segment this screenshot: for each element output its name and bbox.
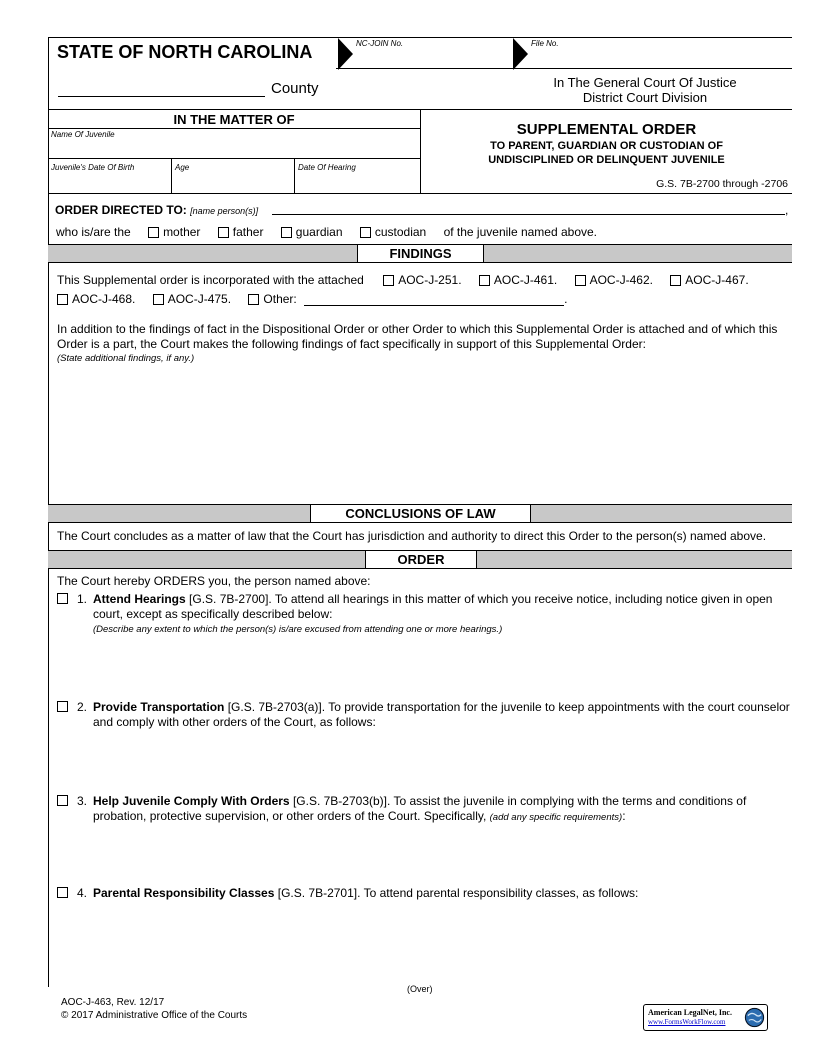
juvenile-name-label: Name Of Juvenile bbox=[51, 130, 115, 139]
findings-band bbox=[48, 244, 792, 263]
file-no-label: File No. bbox=[531, 39, 559, 48]
incorporated-text: This Supplemental order is incorporated with the attached bbox=[57, 273, 364, 287]
vendor-logo bbox=[643, 1004, 768, 1031]
aoc-j-462-option[interactable] bbox=[575, 273, 653, 287]
item-number: 4. bbox=[77, 886, 88, 900]
parental-classes-text bbox=[93, 886, 793, 901]
father-label: father bbox=[232, 225, 264, 239]
attend-hearings-text bbox=[93, 592, 793, 637]
aoc-j-475-label: AOC-J-475. bbox=[167, 292, 232, 306]
dob-divider bbox=[171, 158, 172, 193]
parental-classes-input[interactable] bbox=[93, 906, 783, 976]
item-number: 3. bbox=[77, 794, 88, 808]
matter-bottom-line bbox=[48, 193, 792, 194]
statute-reference: G.S. 7B-2700 through -2706 bbox=[656, 178, 788, 190]
file-no-input[interactable] bbox=[531, 50, 786, 66]
directed-hint: [name person(s)] bbox=[190, 206, 259, 216]
attend-hearings-note: (Describe any extent to which the person(s) is/are excused from attending one or more hearings.) bbox=[93, 624, 503, 635]
aoc-j-468-option[interactable] bbox=[57, 292, 135, 306]
forms-row-2 bbox=[57, 292, 567, 306]
over-note: (Over) bbox=[407, 984, 433, 994]
relationship-suffix: of the juvenile named above. bbox=[443, 225, 598, 239]
form-title-block bbox=[421, 121, 792, 166]
vendor-url[interactable]: www.FormsWorkFlow.com bbox=[648, 1018, 726, 1026]
conclusions-band bbox=[48, 504, 792, 523]
court-line-1: In The General Court Of Justice bbox=[553, 75, 737, 90]
aoc-j-468-label: AOC-J-468. bbox=[72, 292, 136, 306]
form-title: SUPPLEMENTAL ORDER bbox=[516, 121, 697, 138]
provide-transportation-desc: [G.S. 7B-2703(a)]. To provide transportation for the juvenile to keep appointments with the court counselor and comply with other orders of the Court, as follows: bbox=[93, 700, 790, 729]
dob-label: Juvenile's Date Of Birth bbox=[51, 163, 135, 172]
state-title: STATE OF NORTH CAROLINA bbox=[57, 42, 313, 62]
other-option[interactable] bbox=[248, 292, 296, 306]
father-checkbox[interactable] bbox=[218, 227, 229, 238]
other-end: . bbox=[564, 292, 568, 306]
conclusions-heading: CONCLUSIONS OF LAW bbox=[310, 504, 531, 523]
form-id: AOC-J-463, Rev. 12/17 bbox=[61, 997, 165, 1008]
relationship-prefix: who is/are the bbox=[56, 225, 131, 239]
nc-join-input[interactable] bbox=[356, 50, 506, 66]
provide-transportation-checkbox[interactable] bbox=[57, 701, 68, 712]
help-comply-text bbox=[93, 794, 753, 825]
help-comply-input[interactable] bbox=[93, 828, 783, 878]
order-directed-row bbox=[55, 203, 258, 217]
aoc-j-467-label: AOC-J-467. bbox=[685, 273, 749, 287]
directed-label: ORDER DIRECTED TO: bbox=[55, 203, 187, 217]
vendor-name: American LegalNet, Inc. bbox=[648, 1008, 732, 1017]
name-line bbox=[48, 158, 420, 159]
item-number: 1. bbox=[77, 592, 88, 606]
other-checkbox[interactable] bbox=[248, 294, 259, 305]
nc-join-arrow-icon bbox=[338, 38, 353, 70]
age-input[interactable] bbox=[175, 175, 290, 190]
copyright: © 2017 Administrative Office of the Courts bbox=[61, 1010, 248, 1021]
form-subtitle-1: TO PARENT, GUARDIAN OR CUSTODIAN OF bbox=[490, 140, 723, 152]
hearing-date-label: Date Of Hearing bbox=[298, 163, 356, 172]
aoc-j-475-checkbox[interactable] bbox=[153, 294, 164, 305]
order-band bbox=[48, 550, 792, 569]
parental-classes-desc: [G.S. 7B-2701]. To attend parental responsibility classes, as follows: bbox=[274, 886, 639, 900]
custodian-label: custodian bbox=[374, 225, 427, 239]
top-border bbox=[48, 37, 792, 38]
conclusions-text: The Court concludes as a matter of law that the Court has jurisdiction and authority to direct this Order to the person(s) named above. bbox=[57, 529, 767, 543]
guardian-option[interactable] bbox=[281, 225, 343, 239]
age-divider bbox=[294, 158, 295, 193]
juvenile-name-input[interactable] bbox=[51, 142, 416, 156]
item-number: 2. bbox=[77, 700, 88, 714]
header-divider bbox=[336, 68, 792, 69]
hearing-date-input[interactable] bbox=[298, 175, 416, 190]
aoc-j-467-option[interactable] bbox=[670, 273, 748, 287]
mother-checkbox[interactable] bbox=[148, 227, 159, 238]
provide-transportation-text bbox=[93, 700, 793, 730]
aoc-j-251-label: AOC-J-251. bbox=[398, 273, 462, 287]
aoc-j-461-label: AOC-J-461. bbox=[493, 273, 558, 287]
matter-title-line bbox=[48, 128, 420, 129]
incorporated-row bbox=[57, 273, 749, 287]
aoc-j-462-label: AOC-J-462. bbox=[589, 273, 653, 287]
findings-heading: FINDINGS bbox=[357, 244, 484, 263]
father-option[interactable] bbox=[218, 225, 264, 239]
age-label: Age bbox=[175, 163, 190, 172]
aoc-j-462-checkbox[interactable] bbox=[575, 275, 586, 286]
aoc-j-468-checkbox[interactable] bbox=[57, 294, 68, 305]
help-comply-tail: : bbox=[622, 809, 626, 823]
aoc-j-251-option[interactable] bbox=[383, 273, 461, 287]
parental-classes-title: Parental Responsibility Classes bbox=[93, 886, 275, 900]
dob-input[interactable] bbox=[51, 175, 167, 190]
guardian-label: guardian bbox=[295, 225, 343, 239]
guardian-checkbox[interactable] bbox=[281, 227, 292, 238]
directed-name-input[interactable] bbox=[272, 203, 785, 215]
file-no-arrow-icon bbox=[513, 38, 528, 70]
directed-end-comma: , bbox=[785, 203, 789, 217]
globe-icon bbox=[744, 1007, 765, 1028]
matter-title: IN THE MATTER OF bbox=[173, 112, 295, 127]
county-input[interactable] bbox=[58, 82, 265, 97]
findings-paragraph: In addition to the findings of fact in the Dispositional Order or other Order to which this Supplemental Order is attached and of which this Order is a part, the Court makes the following findings of fact specifically in support of this Supplemental Order: bbox=[57, 322, 778, 351]
other-label: Other: bbox=[263, 292, 297, 306]
court-name bbox=[540, 75, 750, 105]
findings-input-area[interactable] bbox=[57, 368, 787, 498]
custodian-checkbox[interactable] bbox=[360, 227, 371, 238]
aoc-j-467-checkbox[interactable] bbox=[670, 275, 681, 286]
order-intro: The Court hereby ORDERS you, the person named above: bbox=[57, 574, 371, 588]
attend-hearings-input[interactable] bbox=[93, 640, 783, 690]
mother-label: mother bbox=[163, 225, 201, 239]
parental-classes-checkbox[interactable] bbox=[57, 887, 68, 898]
attend-hearings-checkbox[interactable] bbox=[57, 593, 68, 604]
aoc-j-461-checkbox[interactable] bbox=[479, 275, 490, 286]
aoc-j-251-checkbox[interactable] bbox=[383, 275, 394, 286]
attend-hearings-title: Attend Hearings bbox=[93, 592, 186, 606]
attend-hearings-desc: [G.S. 7B-2700]. To attend all hearings in this matter of which you receive notice, including notice given in open court, except as specifically described below: bbox=[93, 592, 773, 621]
help-comply-title: Help Juvenile Comply With Orders bbox=[93, 794, 290, 808]
relationship-row bbox=[56, 225, 597, 239]
provide-transportation-input[interactable] bbox=[93, 735, 783, 785]
mother-option[interactable] bbox=[148, 225, 200, 239]
help-comply-note: (add any specific requirements) bbox=[489, 812, 623, 823]
provide-transportation-title: Provide Transportation bbox=[93, 700, 225, 714]
nc-join-label: NC-JOIN No. bbox=[356, 39, 404, 48]
county-label: County bbox=[271, 80, 319, 97]
help-comply-checkbox[interactable] bbox=[57, 795, 68, 806]
help-comply-desc: [G.S. 7B-2703(b)]. To assist the juvenile in complying with the terms and conditions of probation, protective supervision, or other orders of the Court. Specifically, bbox=[93, 794, 747, 823]
other-input[interactable] bbox=[304, 293, 564, 306]
aoc-j-461-option[interactable] bbox=[479, 273, 557, 287]
order-heading: ORDER bbox=[365, 550, 477, 569]
form-subtitle-2: UNDISCIPLINED OR DELINQUENT JUVENILE bbox=[488, 154, 725, 166]
court-line-2: District Court Division bbox=[582, 90, 708, 105]
findings-instruction: (State additional findings, if any.) bbox=[57, 353, 195, 364]
custodian-option[interactable] bbox=[360, 225, 426, 239]
aoc-j-475-option[interactable] bbox=[153, 292, 231, 306]
